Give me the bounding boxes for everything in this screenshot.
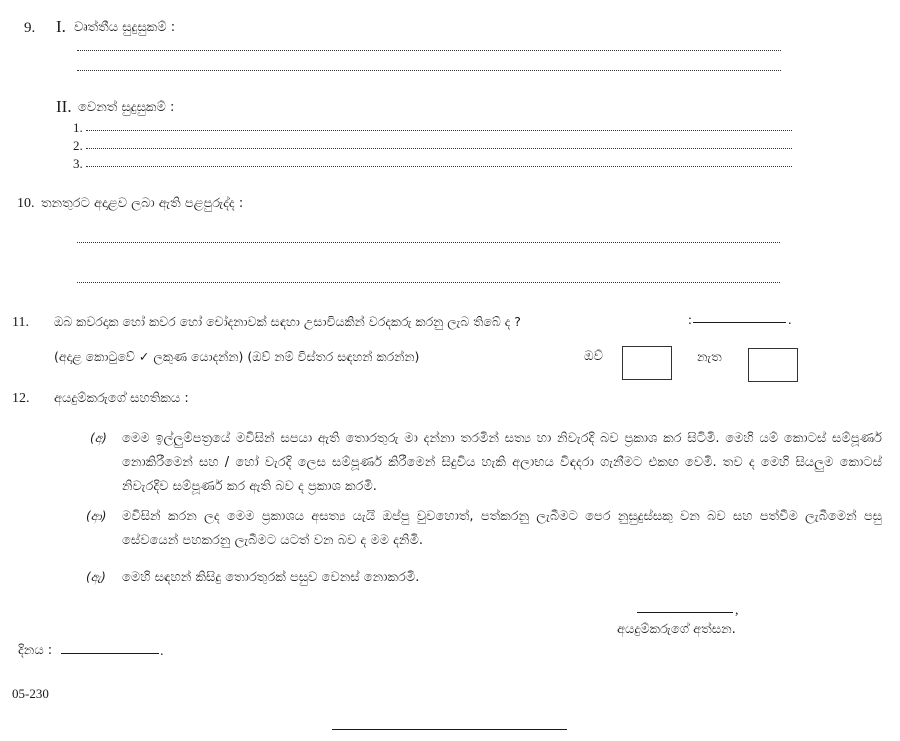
q11-instruction: (අදාළ කොටුවේ ✓ ලකුණ යොදන්න) (ඔව් නම් විස්තර සඳහන් කරන්න) bbox=[54, 349, 420, 364]
q11-question: ඔබ කවරදාක හෝ කවර හෝ චෝදනාවක් සඳහා උසාවියකින් වරදකරු කරනු ලැබ තිබේ ද ? bbox=[54, 314, 521, 329]
q9-part1-numeral: I. bbox=[56, 17, 66, 36]
date-period: . bbox=[160, 644, 164, 659]
q9-part2-answer-line-3[interactable] bbox=[86, 166, 792, 167]
q11-period: . bbox=[788, 313, 792, 328]
signature-label: අයදුම්කරුගේ අත්සන. bbox=[617, 622, 736, 637]
q12-number: 12. bbox=[12, 391, 30, 406]
q12-item-a-label: (අ) bbox=[90, 431, 107, 445]
q9-line-number-2: 2. bbox=[73, 138, 83, 153]
q11-yes-label: ඔව් bbox=[584, 349, 603, 364]
footer-rule bbox=[332, 729, 567, 730]
q11-answer-line[interactable] bbox=[693, 322, 786, 323]
q9-part2-answer-line-1[interactable] bbox=[86, 130, 792, 131]
q12-item-b-text: මවිසින් කරන ලද මෙම ප්‍රකාශය අසත්‍ය යැයි ඔප්පු වුවහොත්, පත්කරනු ලැබීමට පෙර නුසුදුස්සකු වන බව සහ පත්වීම ලැබීමෙන් පසු සේවයෙන් පහකරනු ලැබීමට යටත් වන බව ද මම දනිමි. bbox=[122, 509, 882, 548]
q12-item-b-label: (ආ) bbox=[86, 509, 107, 523]
q11-yes-checkbox[interactable] bbox=[622, 346, 672, 380]
q9-part1-answer-line-2[interactable] bbox=[77, 70, 781, 71]
q12-item-c-label: (ඇ) bbox=[86, 570, 106, 584]
signature-line[interactable] bbox=[637, 612, 733, 613]
date-line[interactable] bbox=[61, 653, 159, 654]
q11-number: 11. bbox=[12, 315, 29, 330]
q12-item-a-text: මෙම ඉල්ලුම්පත්‍රයේ මවිසින් සපයා ඇති තොරතුරු මා දන්නා තරමින් සත්‍ය හා නිවැරදි බව ප්‍රකාශ කර සිටිමි. මෙහි යම් කොටස් සම්පූර්ණ නොකිරීමෙන් සහ / හෝ වැරදි ලෙස සම්පූර්ණ කිරීමෙන් සිදුවිය හැකි අලාභය විඳදරා ගැනීමට එකඟ වෙමි. තව ද මෙහි සියලුම කොටස් නිවැරදිව සම්පූර්ණ කර ඇති බව ද ප්‍රකාශ කරමි. bbox=[122, 431, 882, 494]
date-label: දිනය : bbox=[18, 643, 53, 658]
q9-part2-numeral: II. bbox=[56, 97, 72, 116]
q11-no-checkbox[interactable] bbox=[748, 348, 798, 382]
q12-declaration-title: අයදුම්කරුගේ සහතිකය : bbox=[54, 391, 189, 406]
q11-colon: : bbox=[688, 313, 692, 328]
form-code: 05-230 bbox=[12, 686, 49, 701]
signature-comma: , bbox=[735, 603, 739, 618]
q10-experience-label: තනතුරට අදාළව ලබා ඇති පළපුරුද්ද : bbox=[41, 196, 244, 211]
q10-number: 10. bbox=[17, 196, 35, 211]
q10-answer-line-2[interactable] bbox=[77, 282, 780, 283]
q9-line-number-1: 1. bbox=[73, 120, 83, 135]
q9-part2-answer-line-2[interactable] bbox=[86, 148, 792, 149]
q12-item-c-text: මෙහි සඳහන් කිසිදු තොරතුරක් පසුව වෙනස් නොකරමි. bbox=[122, 570, 420, 585]
q9-part1-answer-line-1[interactable] bbox=[77, 50, 781, 51]
q10-answer-line-1[interactable] bbox=[77, 242, 780, 243]
q9-number: 9. bbox=[24, 20, 36, 36]
q11-no-label: නැත bbox=[697, 350, 722, 365]
q9-line-number-3: 3. bbox=[73, 156, 83, 171]
q9-professional-qualifications-label: වෘත්තීය සුදුසුකම් : bbox=[74, 20, 176, 35]
q9-other-qualifications-label: වෙනත් සුදුසුකම් : bbox=[78, 100, 175, 115]
